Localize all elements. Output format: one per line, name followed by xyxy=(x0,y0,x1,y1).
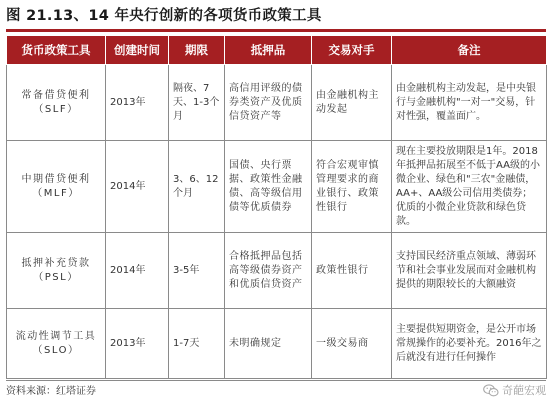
cell-term: 3、6、12个月 xyxy=(169,141,225,233)
footer-rule xyxy=(6,380,546,381)
table-row xyxy=(7,309,547,379)
table-row xyxy=(7,233,547,309)
cell-note: 由金融机构主动发起，是中央银行与金融机构"一对一"交易，针对性强，覆盖面广。 xyxy=(392,65,547,141)
header-counterparty: 交易对手 xyxy=(312,36,392,65)
watermark-text: 奇葩宏观 xyxy=(502,384,546,397)
cell-note: 现在主要投放期限是1年。2018年抵押品拓展至不低于AA级的小微企业、绿色和"三农"金融债，AA+、AA级公司信用类债券；优质的小微企业贷款和绿色贷款。 xyxy=(392,141,547,233)
cell-collateral: 国债、央行票据、政策性金融债、高等级信用债等优质债券 xyxy=(225,141,312,233)
cell-collateral: 高信用评级的债券类资产及优质信贷资产等 xyxy=(225,65,312,141)
header-time: 创建时间 xyxy=(106,36,169,65)
source-note: 资料来源：红塔证券 xyxy=(6,386,96,397)
figure-title: 图 21.13、14 年央行创新的各项货币政策工具 xyxy=(6,8,322,24)
watermark xyxy=(483,382,546,398)
cell-tool: 中期借贷便利（MLF） xyxy=(7,141,106,233)
header-tool: 货币政策工具 xyxy=(7,36,106,65)
cell-collateral: 未明确规定 xyxy=(225,309,312,379)
cell-term: 1-7天 xyxy=(169,309,225,379)
cell-counterparty: 由金融机构主动发起 xyxy=(312,65,392,141)
cell-time: 2013年 xyxy=(106,65,169,141)
header-term: 期限 xyxy=(169,36,225,65)
cell-counterparty: 政策性银行 xyxy=(312,233,392,309)
cell-time: 2013年 xyxy=(106,309,169,379)
cell-note: 支持国民经济重点领域、薄弱环节和社会事业发展而对金融机构提供的期限较长的大额融资 xyxy=(392,233,547,309)
wechat-icon xyxy=(483,384,499,397)
header-collateral: 抵押品 xyxy=(225,36,312,65)
cell-tool: 抵押补充贷款（PSL） xyxy=(7,233,106,309)
table-row xyxy=(7,141,547,233)
cell-time: 2014年 xyxy=(106,141,169,233)
cell-term: 3-5年 xyxy=(169,233,225,309)
cell-tool: 常备借贷便利（SLF） xyxy=(7,65,106,141)
policy-tools-table xyxy=(6,35,547,379)
table-row xyxy=(7,65,547,141)
cell-term: 隔夜、7天、1-3个月 xyxy=(169,65,225,141)
cell-tool: 流动性调节工具（SLO） xyxy=(7,309,106,379)
table-header-row xyxy=(7,36,547,65)
cell-collateral: 合格抵押品包括高等级债券资产和优质信贷资产 xyxy=(225,233,312,309)
cell-counterparty: 符合宏观审慎管理要求的商业银行、政策性银行 xyxy=(312,141,392,233)
title-rule xyxy=(6,29,546,32)
header-note: 备注 xyxy=(392,36,547,65)
cell-note: 主要提供短期资金，是公开市场常规操作的必要补充。2016年之后就没有进行任何操作 xyxy=(392,309,547,379)
cell-counterparty: 一级交易商 xyxy=(312,309,392,379)
cell-time: 2014年 xyxy=(106,233,169,309)
